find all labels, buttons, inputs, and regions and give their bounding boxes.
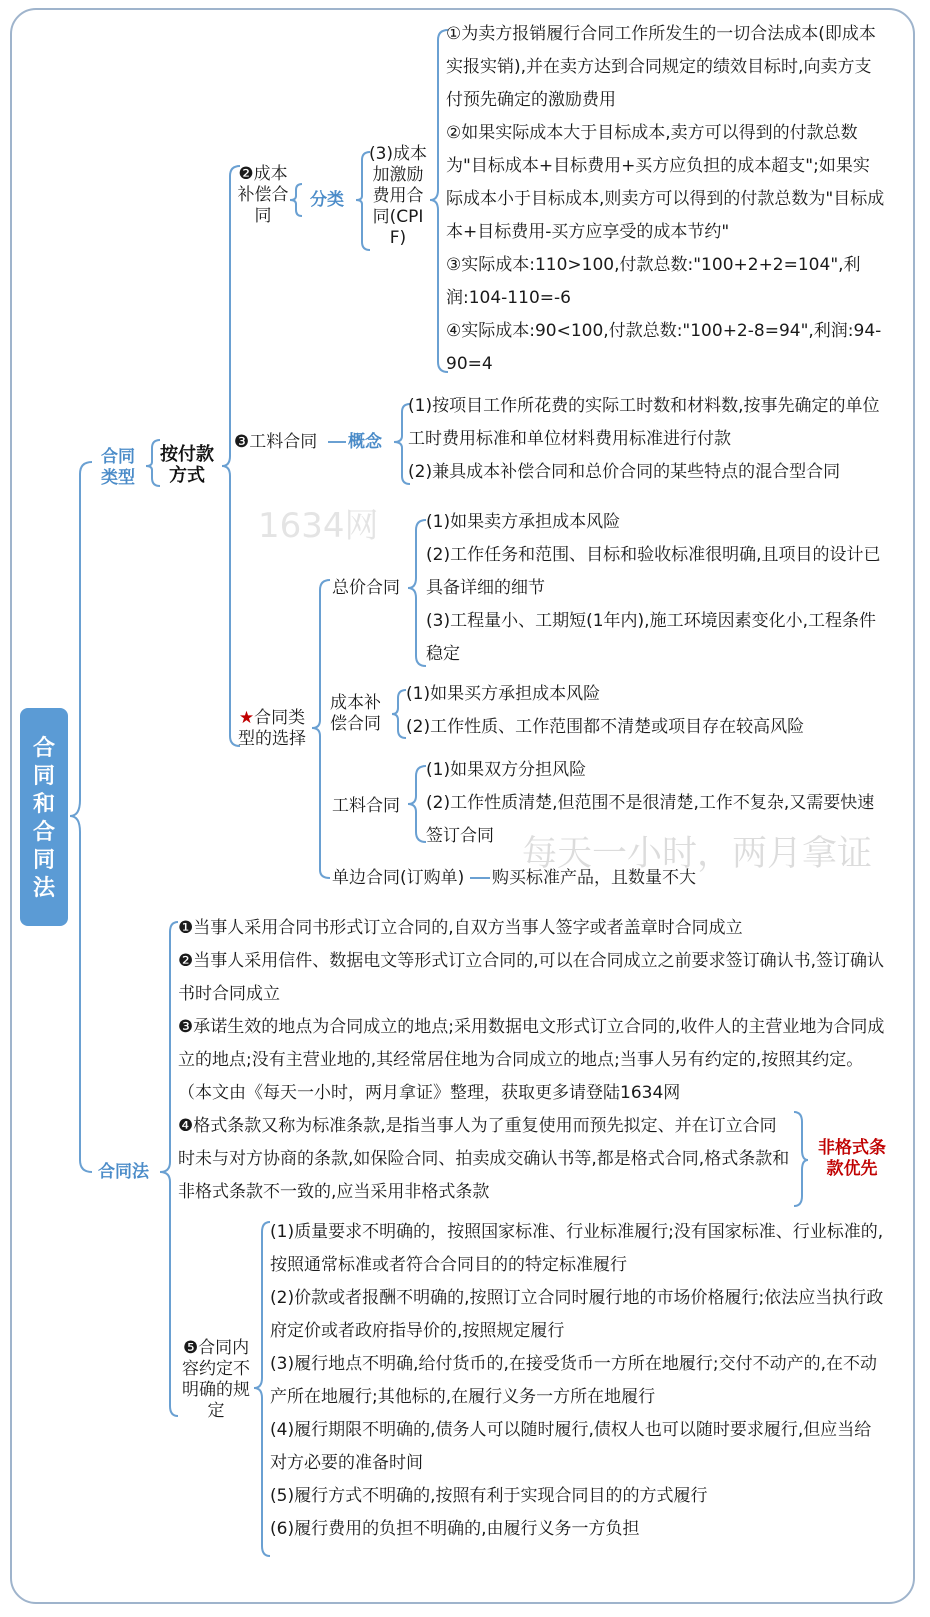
classification-label: 分类: [310, 190, 344, 210]
cpif-label: (3)成本加激励费用合同(CPIF): [368, 144, 428, 248]
law-item: ❹格式条款又称为标准条款,是指当事人为了重复使用而预先拟定、并在订立合同时未与对方协商的条款,如保险合同、拍卖成交确认书等,都是格式合同,格式条款和非格式条款不一致的,应当采用非格式条款: [178, 1116, 790, 1202]
unclear-item: (1)质量要求不明确的，按照国家标准、行业标准履行;没有国家标准、行业标准的,按照通常标准或者符合合同目的的特定标准履行: [270, 1222, 884, 1275]
law-item: ❶当事人采用合同书形式订立合同的,自双方当事人签字或者盖章时合同成立: [178, 918, 743, 938]
fixed-price-items: [426, 506, 886, 671]
law-item: ❸承诺生效的地点为合同成立的地点;采用数据电文形式订立合同的,收件人的主营业地为合同成立的地点;没有主营业地的,其经常居住地为合同成立的地点;当事人另有约定的,按照其约定。（本文由《每天一小时，两月拿证》整理，获取更多请登陆1634网: [178, 1017, 885, 1103]
unilateral-label: 单边合同(订购单): [332, 868, 465, 888]
selection-label: [232, 708, 312, 750]
tms-item: (2)工作性质清楚,但范围不是很清楚,工作不复杂,又需要快速签订合同: [426, 793, 875, 846]
fp-item: (1)如果卖方承担成本风险: [426, 512, 621, 532]
watermark-1634: 1634网: [258, 506, 379, 546]
cpif-item: ②如果实际成本大于目标成本,卖方可以得到的付款总数为"目标成本+目标费用+买方应负担的成本超支";如果实际成本小于目标成本,则卖方可以得到的付款总数为"目标成本+目标费用-买方应享受的成本节约": [446, 123, 885, 242]
unclear-item: (2)价款或者报酬不明确的,按照订立合同时履行地的市场价格履行;依法应当执行政府定价或者政府指导价的,按照规定履行: [270, 1288, 884, 1341]
selection-label-text: 合同类型的选择: [238, 708, 306, 749]
tms-item: (1)如果双方分担风险: [426, 760, 587, 780]
cpif-item: ④实际成本:90<100,付款总数:"100+2-8=94",利润:94-90=4: [446, 321, 882, 374]
cost-reimbursable-label: ❷成本补偿合同: [237, 164, 289, 226]
tm-item: (2)兼具成本补偿合同和总价合同的某些特点的混合型合同: [408, 462, 841, 482]
watermark-slogan: 每天一小时，两月拿证: [522, 834, 873, 874]
contract-law-label: 合同法: [98, 1162, 149, 1182]
unclear-label: ❺合同内容约定不明确的规定: [182, 1338, 250, 1421]
cpif-item: ③实际成本:110>100,付款总数:"100+2+2=104",利润:104-110=-6: [446, 255, 861, 308]
cost-reimb-items: [406, 678, 876, 744]
tm-selection-items: [426, 754, 886, 853]
root-node: 合同和合同法: [20, 708, 68, 926]
tm-selection-label: 工料合同: [332, 796, 400, 816]
cpif-items: [446, 18, 886, 381]
nonformat-note: 非格式条款优先: [818, 1138, 886, 1179]
unclear-item: (6)履行费用的负担不明确的,由履行义务一方负担: [270, 1519, 640, 1539]
time-material-items: [408, 390, 886, 489]
cr-item: (2)工作性质、工作范围都不清楚或项目存在较高风险: [406, 717, 805, 737]
contract-types-label: 合同类型: [101, 447, 135, 488]
unclear-item: (4)履行期限不明确的,债务人可以随时履行,债权人也可以随时要求履行,但应当给对方必要的准备时间: [270, 1420, 872, 1473]
law-item: ❷当事人采用信件、数据电文等形式订立合同的,可以在合同成立之前要求签订确认书,签订确认书时合同成立: [178, 951, 885, 1004]
cpif-item: ①为卖方报销履行合同工作所发生的一切合法成本(即成本实报实销),并在卖方达到合同规定的绩效目标时,向卖方支付预先确定的激励费用: [446, 24, 876, 110]
star-icon: ★: [238, 708, 255, 728]
fp-item: (3)工程量小、工期短(1年内),施工环境因素变化小,工程条件稳定: [426, 611, 876, 664]
unclear-item: (5)履行方式不明确的,按照有利于实现合同目的的方式履行: [270, 1486, 708, 1506]
concept-label: 概念: [348, 432, 382, 452]
fixed-price-label: 总价合同: [332, 578, 400, 598]
unclear-items: [270, 1216, 888, 1546]
cost-reimb-selection-label: 成本补偿合同: [330, 693, 381, 734]
contract-law-items: [178, 912, 886, 1209]
unilateral-note: 购买标准产品，且数量不大: [492, 868, 696, 888]
fp-item: (2)工作任务和范围、目标和验收标准很明确,且项目的设计已具备详细的细节: [426, 545, 881, 598]
tm-item: (1)按项目工作所花费的实际工时数和材料数,按事先确定的单位工时费用标准和单位材料费用标准进行付款: [408, 396, 880, 449]
cr-item: (1)如果买方承担成本风险: [406, 684, 601, 704]
payment-method-label: 按付款方式: [160, 444, 214, 486]
unclear-item: (3)履行地点不明确,给付货币的,在接受货币一方所在地履行;交付不动产的,在不动产所在地履行;其他标的,在履行义务一方所在地履行: [270, 1354, 878, 1407]
time-material-label: ❸工料合同: [234, 432, 318, 452]
